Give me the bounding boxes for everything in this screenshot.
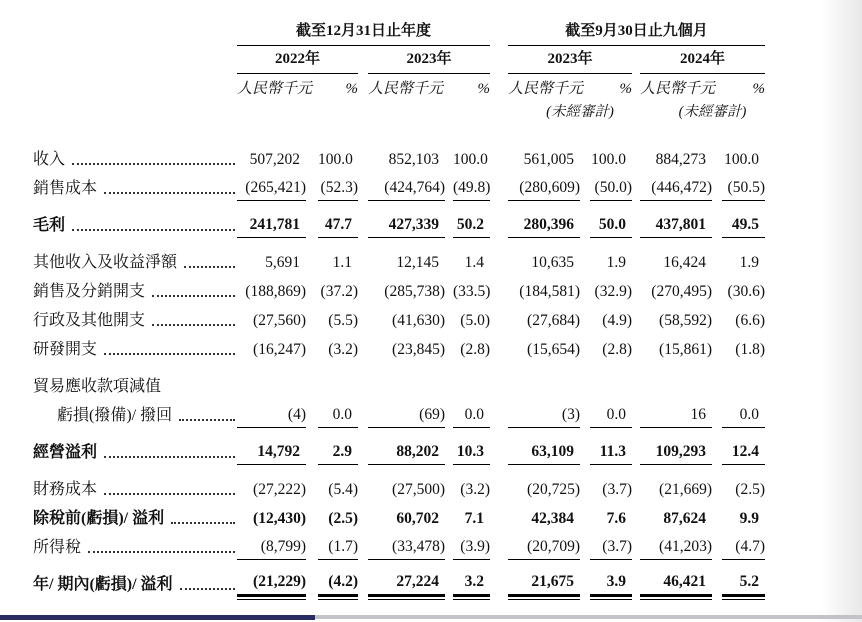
percent-label: % (752, 81, 765, 97)
value-cell: (2.5) (328, 510, 358, 527)
value-cell: 46,421 (640, 573, 712, 597)
value-cell: (41,203) (640, 538, 712, 560)
value-cell: (1.8) (735, 341, 765, 358)
unit-pair-2024 (640, 77, 765, 100)
row-label (33, 571, 237, 597)
row-label-text: 銷售成本 (33, 180, 98, 197)
row-label-text: 經營溢利 (33, 444, 98, 461)
value-cell: 0.0 (590, 406, 632, 428)
value-cell: (52.3) (318, 179, 358, 201)
value-cell: 0.0 (453, 406, 490, 428)
table-row (33, 238, 862, 275)
column-header-2024: 2024年 (640, 47, 765, 74)
column-header-2023: 2023年 (368, 47, 490, 74)
percent-label: % (619, 81, 632, 97)
column-header-2023-9m: 2023年 (508, 47, 632, 74)
value-cell: 60,702 (396, 510, 439, 527)
unaudited-note-2023-9m: (未經審計) (546, 104, 614, 120)
value-cell: (446,472) (640, 179, 712, 201)
value-cell: (2.8) (460, 341, 490, 358)
table-row (33, 502, 862, 531)
value-cell: 63,109 (508, 443, 580, 465)
value-cell: 1.9 (739, 254, 759, 271)
unit-label: 人民幣千元 (508, 81, 584, 97)
row-label (33, 249, 237, 275)
value-cell: 47.7 (318, 216, 358, 238)
value-cell: (6.6) (735, 312, 765, 329)
bottom-divider-gray (315, 615, 862, 619)
row-label (33, 336, 237, 362)
table-row (33, 428, 862, 465)
value-cell: (3.7) (602, 481, 632, 498)
value-cell: 0.0 (318, 406, 358, 428)
leader-dots (104, 456, 235, 458)
table-body (33, 143, 862, 597)
unit-header-row (33, 74, 862, 100)
value-cell: 1.1 (332, 254, 352, 271)
value-cell: 5.2 (722, 573, 765, 597)
value-cell: 3.9 (590, 573, 632, 597)
bottom-divider-navy (0, 615, 315, 620)
leader-dots (104, 192, 235, 194)
row-label-text: 年/ 期內(虧損)/ 溢利 (33, 576, 173, 593)
value-cell: (33,478) (368, 538, 445, 560)
value-cell: (184,581) (519, 283, 580, 300)
table-row (33, 275, 862, 304)
value-cell: (20,709) (508, 538, 580, 560)
leader-dots (72, 163, 235, 165)
table-row (33, 304, 862, 333)
table-row (33, 465, 862, 502)
value-cell: (5.4) (328, 481, 358, 498)
value-cell: 16 (640, 406, 712, 428)
leader-dots (152, 324, 235, 326)
row-label-text: 研發開支 (33, 341, 98, 358)
value-cell: (3.2) (328, 341, 358, 358)
value-cell: (16,247) (253, 341, 306, 358)
value-cell: 100.0 (318, 151, 353, 168)
value-cell: (3.7) (590, 538, 632, 560)
value-cell: (8,799) (237, 538, 306, 560)
leader-dots (184, 266, 235, 268)
value-cell: (21,669) (659, 481, 712, 498)
row-label-text: 銷售及分銷開支 (33, 283, 146, 300)
value-cell: (20,725) (527, 481, 580, 498)
unit-label: 人民幣千元 (640, 81, 716, 97)
table-row (33, 143, 862, 172)
row-label-text: 收入 (33, 151, 66, 168)
value-cell: 5,691 (265, 254, 300, 271)
row-label (33, 439, 237, 465)
value-cell: 87,624 (663, 510, 706, 527)
row-label-text: 所得稅 (33, 539, 82, 556)
leader-dots (180, 588, 235, 590)
period-group-year-ended-dec31: 截至12月31日止年度 (237, 19, 490, 46)
value-cell: (188,869) (245, 283, 306, 300)
unit-pair-2022 (237, 77, 358, 100)
value-cell: (1.7) (318, 538, 358, 560)
leader-dots (72, 229, 235, 231)
value-cell: (69) (368, 406, 445, 428)
value-cell: (5.0) (460, 312, 490, 329)
value-cell: (41,630) (392, 312, 445, 329)
period-group-header-row (33, 14, 862, 46)
row-label (33, 373, 237, 399)
leader-dots (179, 419, 235, 421)
value-cell: (424,764) (368, 179, 445, 201)
value-cell: (27,500) (392, 481, 445, 498)
value-cell: (285,738) (384, 283, 445, 300)
value-cell: 2.9 (318, 443, 358, 465)
value-cell: 437,801 (640, 216, 712, 238)
value-cell: 3.2 (453, 573, 490, 597)
row-label (33, 505, 237, 531)
value-cell: 11.3 (590, 443, 632, 465)
unit-label: 人民幣千元 (368, 81, 444, 97)
percent-label: % (477, 81, 490, 97)
value-cell: (4.9) (602, 312, 632, 329)
row-label-text: 行政及其他開支 (33, 312, 146, 329)
value-cell: (49.8) (453, 179, 490, 201)
value-cell: (27,560) (253, 312, 306, 329)
value-cell: (2.8) (602, 341, 632, 358)
table-row (33, 560, 862, 597)
value-cell: (27,684) (527, 312, 580, 329)
value-cell: 50.0 (590, 216, 632, 238)
value-cell: (37.2) (320, 283, 358, 300)
table-row (33, 333, 862, 362)
unaudited-note-row (33, 100, 862, 123)
row-label (33, 146, 237, 172)
column-header-2022: 2022年 (237, 47, 358, 74)
value-cell: 42,384 (531, 510, 574, 527)
value-cell: (3.2) (460, 481, 490, 498)
value-cell: (4.7) (722, 538, 765, 560)
value-cell: 100.0 (724, 151, 759, 168)
value-cell: 49.5 (722, 216, 765, 238)
value-cell: 561,005 (523, 151, 574, 168)
value-cell: 10.3 (453, 443, 490, 465)
year-header-row (33, 46, 862, 74)
table-row (33, 172, 862, 201)
value-cell: 507,202 (249, 151, 300, 168)
row-label-text: 虧損(撥備)/ 撥回 (57, 407, 173, 424)
row-label (33, 307, 237, 333)
value-cell: (27,222) (253, 481, 306, 498)
value-cell: (3) (508, 406, 580, 428)
value-cell: 9.9 (739, 510, 759, 527)
value-cell: (270,495) (651, 283, 712, 300)
percent-label: % (345, 81, 358, 97)
value-cell: (265,421) (237, 179, 306, 201)
value-cell: (15,861) (659, 341, 712, 358)
value-cell: (2.5) (735, 481, 765, 498)
value-cell: 1.9 (606, 254, 626, 271)
value-cell: (50.5) (722, 179, 765, 201)
leader-dots (88, 551, 235, 553)
value-cell: (5.5) (328, 312, 358, 329)
row-label-text: 財務成本 (33, 481, 98, 498)
value-cell: (4) (237, 406, 306, 428)
value-cell: 109,293 (640, 443, 712, 465)
value-cell: (32.9) (594, 283, 632, 300)
value-cell: 12.4 (722, 443, 765, 465)
value-cell: 14,792 (237, 443, 306, 465)
value-cell: (58,592) (659, 312, 712, 329)
value-cell: 0.0 (722, 406, 765, 428)
value-cell: 7.1 (464, 510, 484, 527)
table-row (33, 399, 862, 428)
row-label-text: 其他收入及收益淨額 (33, 254, 178, 271)
value-cell: 21,675 (508, 573, 580, 597)
value-cell: 100.0 (453, 151, 488, 168)
unit-pair-2023-9m (508, 77, 632, 100)
value-cell: (280,609) (508, 179, 580, 201)
value-cell: 16,424 (663, 254, 706, 271)
value-cell: 12,145 (396, 254, 439, 271)
unaudited-note-2024: (未經審計) (678, 104, 747, 120)
value-cell: 884,273 (655, 151, 706, 168)
value-cell: 241,781 (237, 216, 306, 238)
value-cell: (21,229) (237, 573, 306, 597)
table-row (33, 201, 862, 238)
value-cell: (23,845) (392, 341, 445, 358)
value-cell: 88,202 (368, 443, 445, 465)
leader-dots (171, 522, 235, 524)
value-cell: (30.6) (727, 283, 765, 300)
value-cell: (50.0) (590, 179, 632, 201)
leader-dots (104, 353, 235, 355)
row-label (33, 175, 237, 201)
value-cell: 100.0 (591, 151, 626, 168)
value-cell: 427,339 (368, 216, 445, 238)
row-label (33, 476, 237, 502)
income-statement-table (0, 14, 862, 597)
unit-label: 人民幣千元 (237, 81, 313, 97)
row-label-text: 貿易應收款項減值 (33, 378, 162, 395)
row-label (33, 534, 237, 560)
value-cell: (33.5) (453, 283, 491, 300)
value-cell: (15,654) (527, 341, 580, 358)
value-cell: (3.9) (453, 538, 490, 560)
value-cell: (12,430) (253, 510, 306, 527)
value-cell: 7.6 (606, 510, 626, 527)
value-cell: 280,396 (508, 216, 580, 238)
row-label-text: 除稅前(虧損)/ 溢利 (33, 510, 165, 527)
period-group-nine-months-sep30: 截至9月30日止九個月 (508, 19, 765, 46)
unit-pair-2023 (368, 77, 490, 100)
row-label-text: 毛利 (33, 217, 66, 234)
value-cell: 27,224 (368, 573, 445, 597)
row-label (33, 402, 237, 428)
value-cell: 50.2 (453, 216, 490, 238)
value-cell: 10,635 (531, 254, 574, 271)
value-cell: 852,103 (388, 151, 439, 168)
value-cell: (4.2) (318, 573, 358, 597)
row-label (33, 212, 237, 238)
table-row (33, 531, 862, 560)
row-label (33, 278, 237, 304)
table-row (33, 362, 862, 399)
leader-dots (104, 493, 235, 495)
value-cell: 1.4 (464, 254, 484, 271)
leader-dots (152, 295, 235, 297)
